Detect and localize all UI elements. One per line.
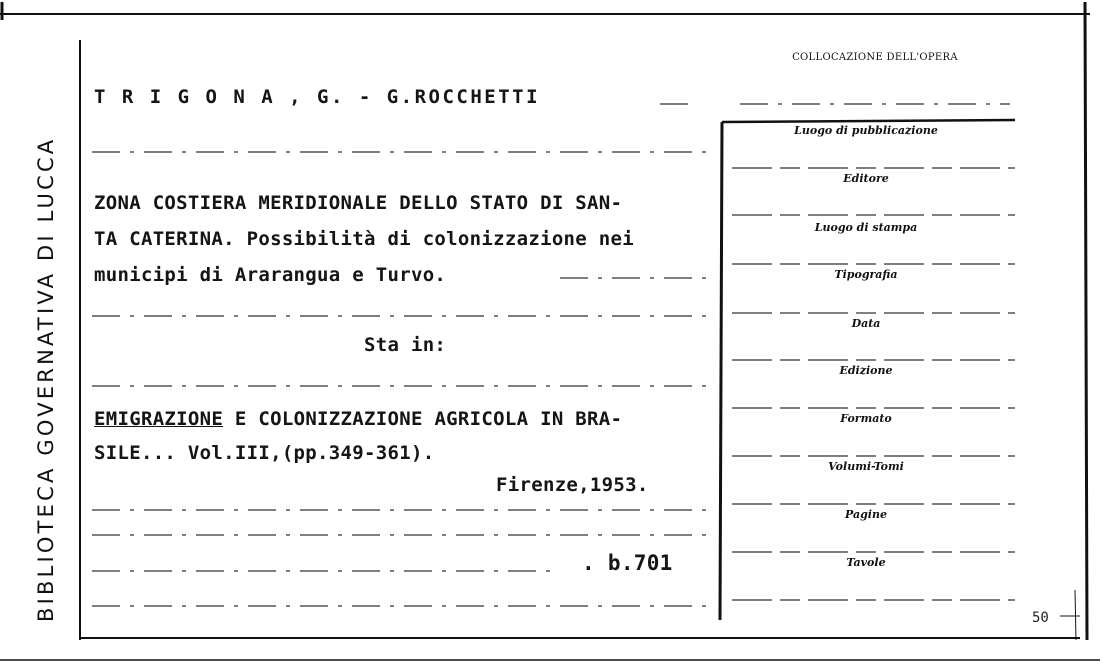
title-line-3: municipi di Ararangua e Turvo.	[94, 264, 447, 286]
card-corner-number: 50	[1032, 610, 1049, 626]
sta-in-label: Sta in:	[364, 334, 447, 356]
source-line-2: SILE... Vol.III,(pp.349-361).	[94, 442, 435, 464]
source-title-rest: E COLONIZZAZIONE AGRICOLA IN BRA-	[223, 408, 623, 430]
shelfmark: . b.701	[582, 551, 673, 575]
title-line-1: ZONA COSTIERA MERIDIONALE DELLO STATO DI SAN-	[94, 192, 623, 214]
field-formato: Formato	[840, 412, 892, 425]
field-luogo-stampa: Luogo di stampa	[814, 221, 918, 234]
title-line-2: TA CATERINA. Possibilità di colonizzazione nei	[94, 228, 634, 250]
place-date: Firenze,1953.	[496, 474, 649, 496]
author-line: T R I G O N A , G. - G.ROCCHETTI	[94, 86, 541, 108]
field-edizione: Edizione	[839, 364, 893, 377]
source-title-lead: EMIGRAZIONE	[94, 408, 224, 430]
field-volumi-tomi: Volumi-Tomi	[828, 460, 904, 473]
field-tipografia: Tipografia	[834, 268, 898, 281]
field-editore: Editore	[843, 172, 889, 185]
field-pagine: Pagine	[845, 508, 887, 521]
collocation-header: COLLOCAZIONE DELL'OPERA	[792, 52, 958, 63]
field-data: Data	[851, 317, 881, 330]
library-spine-text: BIBLIOTECA GOVERNATIVA DI LUCCA	[34, 136, 58, 622]
source-line-1	[94, 408, 622, 430]
field-tavole: Tavole	[846, 556, 886, 569]
field-luogo-pubblicazione: Luogo di pubblicazione	[794, 124, 938, 137]
